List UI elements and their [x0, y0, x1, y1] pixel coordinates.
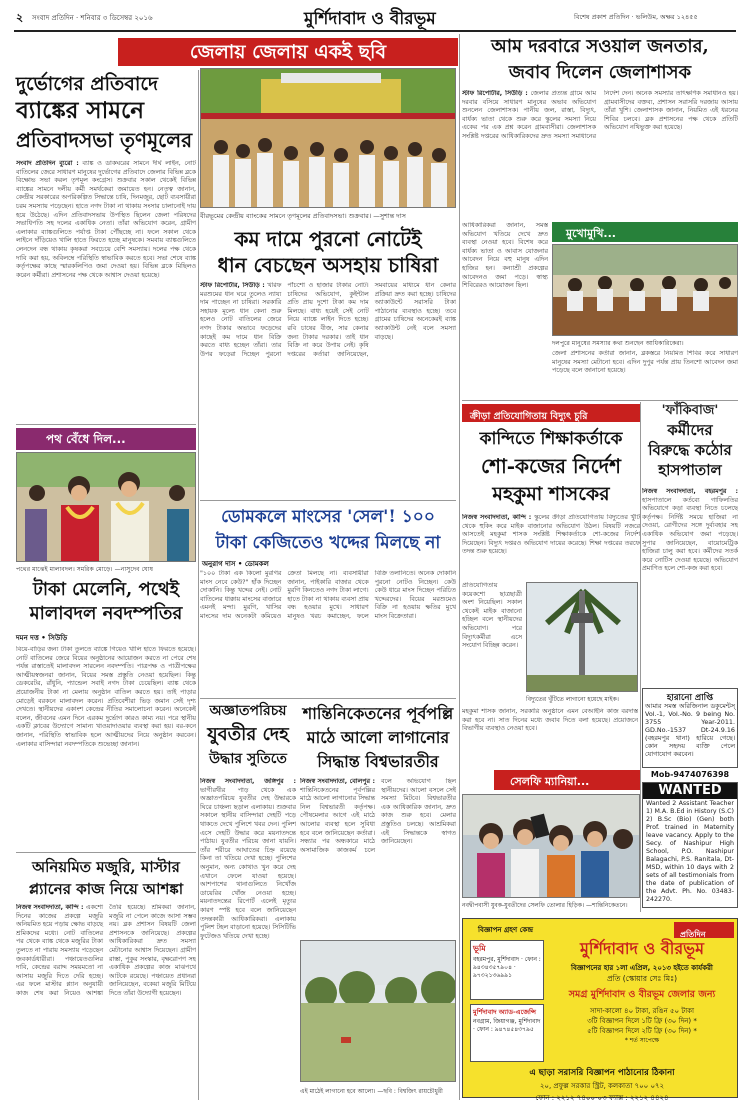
story3-byline: স্টাফ রিপোর্টার, সিউড়ি : — [200, 282, 265, 289]
story2-headline-line2: জবাব দিলেন জেলাশাসক — [508, 62, 692, 83]
ad-agent-2 — [470, 1004, 544, 1062]
story2-body: স্টাফ রিপোর্টার, সিউড়ি : জেলার প্রত্যন্ত গ্রামে আম দরবার বসিয়ে সাধারণ মানুষের অভাব অভিযোগ শুনলেন জেলাশাসক। পানীয় জল, রাস্তা, বিদ্যুৎ, বার্ধক্য ভাতা থেকে শুরু করে স্কুলের সমস্যা নিয়ে একের পর এক প্রশ্ন করেন গ্রামবাসীরা। জেলাশাসক সংশ্লিষ্ট দপ্তরের আধিকারিকদের দ্রুত সমস্যা সমাধানের নির্দেশ দেন। অনেক সমস্যার তাৎক্ষণিক সমাধানও হয়। গ্রামবাসীদের বক্তব্য, প্রশাসন সরাসরি দরজায় আসায় তাঁরা খুশি। জেলাশাসক জানান, নিয়মিত এই ধরনের শিবির চলবে। ব্লক প্রশাসনের পক্ষ থেকে প্রতিটি অভিযোগ নথিভুক্ত করা হয়েছে। — [462, 90, 738, 140]
field-photo — [300, 940, 456, 1082]
story6-headline — [200, 504, 456, 556]
story4-byline: নিজস্ব সংবাদদাতা, কান্দি : — [462, 514, 532, 521]
selfie-photo — [462, 794, 640, 898]
pole-photo-caption: বিদ্যুতের খুঁটিতে লাগানো হয়েছে মাইক। — [526, 696, 619, 703]
lost-found-text-box — [642, 702, 738, 768]
story2-headline-line1: আম দরবারে সওয়াল জনতার, — [491, 36, 709, 57]
field-photo-caption: এই মাঠেই লাগানো হবে আলো। —ছবি : বিশ্বজিৎ রায়চৌধুরী — [300, 1088, 443, 1095]
column-rule — [198, 70, 199, 1100]
ad-rate-2: ৩টি বিজ্ঞাপন দিলে ১টি ফ্রি (৩০ দিন) * — [587, 1017, 697, 1025]
wedding-body: বিয়ে-বাড়ির জন্য টাকা তুলতে ব্যাঙ্কে গিয়েও খালি হাতে ফিরতে হয়েছে। নোট বাতিলের জেরে বিয়ের অনুষ্ঠানের আয়োজন করতে না পেরে শেষ পর্যন্ত রাস্তাতেই মালাবদল সারলেন নবদম্পতি। পাত্রপক্ষ ও পাত্রীপক্ষের আত্মীয়স্বজনরা জানান, বিয়ের সমস্ত প্রস্তুতি নেওয়া হয়েছিল। কিন্তু ডেকরেটর, রাঁধুনি, প্যান্ডেল সবাই নগদ টাকা চেয়েছিল। ব্যাঙ্ক থেকে প্রয়োজনীয় টাকা না মেলায় অনুষ্ঠান বাতিল করতে হয়। তাই পাড়ার মোড়েই বরকনে মালাবদল করেন। প্রতিবেশীরা ভিড় জমান সেই দৃশ্য দেখতে। স্থানীয়দের একাংশ কেন্দ্রের নীতির সমালোচনা করেন। অনেকেই বলেন, জীবনের এমন দিনে এরকম দুর্ভোগ কারও কাম্য নয়। পরে স্থানীয় একটি ক্লাবের উদ্যোগে সামান্য খাওয়াদাওয়ার ব্যবস্থা করা হয়। বর-কনে জানান, পরিস্থিতি স্বাভাবিক হলে আত্মীয়দের নিয়ে অনুষ্ঠান করবেন। এলাকার বাসিন্দারা নবদম্পতিকে শুভেচ্ছা জানান। — [16, 646, 196, 748]
ad-footer-phone: ফোন : ২২১২ ৭৪০০-০৩ ফ্যাক্স : ২২১২ ৪৪২৪ — [535, 1094, 669, 1102]
pole-photo — [526, 582, 638, 692]
selfie-label: সেলফি ম্যানিয়া... — [510, 775, 590, 788]
story1-headline-line2: ব্যাঙ্কের সামনে — [16, 97, 145, 124]
story5-headline-line3: হাসপাতাল — [658, 461, 722, 479]
story2-headline — [462, 34, 738, 86]
section-title: মুর্শিদাবাদ ও বীরভূম — [304, 9, 436, 29]
rally-photo-image — [201, 69, 456, 208]
path-band-label: পথ বেঁধে দিল... — [46, 432, 126, 446]
section-banner — [118, 38, 458, 66]
section-rule — [200, 698, 456, 699]
wanted-title: WANTED — [643, 783, 737, 799]
ad-rate-label: প্রতি (স্কোয়ার সেঃ মিঃ) — [606, 974, 678, 983]
wanted-box — [642, 782, 738, 908]
lost-found-phone: Mob-9474076398 — [650, 770, 730, 779]
page-number: ২ — [16, 11, 24, 24]
wedding-headline-line2: মালাবদল নবদম্পতির — [29, 603, 183, 624]
story4-body-col3: মহকুমা শাসক জানান, সরকারি অনুষ্ঠানে এমন বেআইনি কাজ বরদাস্ত করা হবে না। সাত দিনের মধ্যে জবাব দিতে বলা হয়েছে। প্রয়োজনে বিভাগীয় ব্যবস্থাও নেওয়া হবে। — [462, 708, 638, 733]
page-header — [14, 6, 736, 32]
story3-headline-line1: কম দামে পুরনো নোটেই — [234, 227, 422, 251]
story2-body-cont2: জেলা প্রশাসনের কর্তারা জানান, ব্লকস্তরে নিয়মিত শিবির করে সাধারণ মানুষের সমস্যা মেটানো হবে। এদিন দুপুর পর্যন্ত প্রায় তিনশো আবেদন জমা পড়েছে বলে জানানো হয়েছে। — [552, 350, 738, 375]
ad-rates — [548, 1006, 736, 1046]
story8-headline-line2: যুবতীর দেহ — [207, 724, 289, 745]
story5-headline — [642, 402, 738, 480]
lost-found-text: আমার সমস্ত অরিজিনাল ডকুমেন্টস্ Vol.-1, Vol.-No. 9 being No. 3755 Year-2011. GD.No.-1537 Dt-24.9.16 (বহরমপুর থানা) হারিয়ে গেছে। কোন সহৃদয় ব্যক্তি পেলে যোগাযোগ করবেন। — [645, 702, 735, 758]
ad-footer — [470, 1066, 734, 1104]
story8-headline-line1: অজ্ঞাতপরিচয় — [209, 703, 287, 719]
story3-headline — [200, 226, 456, 278]
story2-body-cont: আধিকারিকরা জানান, সমস্ত অভিযোগ খতিয়ে দেখে দ্রুত ব্যবস্থা নেওয়া হবে। বিশেষ করে বার্ধক্য ভাতা ও আবাস যোজনার আবেদন নিয়ে বহু মানুষ এদিন হাজির হন। কন্যাশ্রী প্রকল্পের আবেদনও জমা পড়ে। স্বাস্থ্য শিবিরেরও আয়োজন ছিল। — [462, 222, 548, 290]
ad-subtitle: বিজ্ঞাপনের হার ১লা এপ্রিল, ২০১৩ হইতে কার্যকরী — [571, 964, 713, 972]
mukhomukhi-caption: দলপুরে মানুষের সমস্যার কথা শুনছেন আধিকারিকেরা। — [552, 340, 684, 347]
ad-agent-1 — [470, 940, 544, 1000]
ad-brand: প্রতিদিন — [680, 930, 706, 939]
selfie-band — [494, 770, 640, 790]
pole-photo-image — [527, 583, 638, 692]
section-rule — [200, 500, 456, 501]
wedding-photo — [16, 452, 196, 562]
story7-headline-line1: অনিয়মিত মজুরি, মাস্টার — [32, 858, 180, 876]
header-left-text: সংবাদ প্রতিদিন · শনিবার ৩ ডিসেম্বর ২০১৬ — [32, 14, 153, 22]
ad-area: সমগ্র মুর্শিদাবাদ ও বীরভূম জেলার জন্য — [568, 989, 716, 1000]
story8-byline: নিজস্ব সংবাদদাতা, জঙ্গিপুর : — [200, 778, 296, 785]
story9-body: নিজস্ব সংবাদদাতা, বোলপুর : শান্তিনিকেতনের পূর্বপল্লির মাঠে আলো লাগানোর সিদ্ধান্ত নিল বিশ্বভারতী কর্তৃপক্ষ। পৌষমেলার আগে এই মাঠে আলোর ব্যবস্থা হলে সুবিধা হবে বলে জানিয়েছেন কর্তারা। সন্ধ্যার পর অন্ধকারে মাঠে অসামাজিক কাজকর্ম চলে বলে অভিযোগ ছিল স্থানীয়দের। আলো বসলে সেই সমস্যা মিটবে। বিশ্বভারতীর এক আধিকারিক জানান, দ্রুত কাজ শুরু হবে। মেলার প্রস্তুতিও চলছে। আশ্রমিকরা এই সিদ্ধান্তকে স্বাগত জানিয়েছেন। — [300, 778, 456, 854]
story8-headline-line3: উদ্ধার সুতিতে — [209, 751, 287, 767]
rally-photo-caption: বীরভূমের কেন্দ্রীয় ব্যাংকের সামনে তৃণমূলের প্রতিবাদসভা। শুক্রবার। —সুশান্ত দাস — [200, 212, 406, 220]
ad-title: মুর্শিদাবাদ ও বীরভূম — [580, 939, 704, 958]
story5-headline-line2: বিরুদ্ধে কঠোর — [648, 441, 732, 459]
section-banner-text: জেলায় জেলায় একই ছবি — [189, 41, 387, 63]
story6-body: "১০০ টাকা এক কিলো মুরগির মাংস নেবে কেউ?" হাঁক দিচ্ছেন দোকানি। কিন্তু খদ্দের নেই। নোট বাতিলের ধাক্কায় মাংসের বাজারে এমনই মন্দা। মুরগি, খাসির মাংসের দাম অনেকটা কমিয়েও ক্রেতা মিলছে না। ব্যবসায়ীরা জানান, পাইকারি বাজার থেকে মুরগি কিনতেও নগদ টাকা লাগে। হাতে টাকা না থাকায় ব্যবসা প্রায় বন্ধ হওয়ার মুখে। সাধারণ মানুষও খরচ কমাচ্ছেন, ফলে বিক্রি তলানিতে। অনেক দোকানি পুরনো নোটও নিচ্ছেন। কেউ কেউ ধারে মাংস দিচ্ছেন পরিচিত খদ্দেরদের। বিয়ের মরশুমেও বিক্রি না হওয়ায় ক্ষতির মুখে মাংস বিক্রেতারা। — [200, 570, 456, 620]
wedding-photo-caption: পথের মাঝেই মালাবদল। সমরিক মোড়ে। —নাসুদেব ঘোষ — [16, 566, 154, 573]
story4-headline — [462, 426, 640, 508]
mukhomukhi-label: মুখোমুখি... — [566, 227, 616, 240]
story3-body: স্টাফ রিপোর্টার, সিউড়ি : খরিফ মরশুমের ধান ঘরে তুলেও ন্যায্য দাম পাচ্ছেন না চাষিরা। সরকারি সহায়ক মূল্যে ধান কেনা শুরু হলেও নোট বাতিলের জেরে নগদ টাকার অভাবে ফড়েদের কাছেই কম দামে ধান বিক্রি করতে বাধ্য হচ্ছেন তাঁরা। তার উপর ফড়েরা দিচ্ছেন পুরনো পাঁচশো ও হাজার টাকার নোট। চাষিদের অভিযোগ, কুইন্টাল প্রতি প্রায় দুশো টাকা কম দাম মিলছে। বাধ্য হয়েই সেই নোট নিয়ে ব্যাঙ্কে লাইন দিতে হচ্ছে। রবি চাষের বীজ, সার কেনার জন্য টাকার দরকার। তাই ধান বিক্রি না করে উপায় নেই। কৃষি দপ্তরের কর্তারা জানিয়েছেন, সমবায়ের মাধ্যমে ধান কেনার প্রক্রিয়া দ্রুত করা হচ্ছে। চাষিদের অ্যাকাউন্টে সরাসরি টাকা পাঠানোর ব্যবস্থাও হচ্ছে। তবে গ্রামের চাষিদের অনেকেরই ব্যাঙ্ক অ্যাকাউন্ট নেই বলে সমস্যা বাড়ছে। — [200, 282, 456, 358]
story1-headline — [16, 72, 196, 154]
field-photo-image — [301, 941, 456, 1082]
story1-byline: সংবাদ প্রতিদিন ব্যুরো : — [16, 160, 79, 167]
story4-headline-line1: কান্দিতে শিক্ষাকর্তাকে — [479, 429, 623, 449]
story9-headline-line1: শান্তিনিকেতনের পূর্বপল্লি — [302, 704, 454, 723]
story7-headline — [16, 856, 196, 900]
ad-brand-badge — [674, 922, 734, 938]
wedding-headline-line1: টাকা মেলেনি, পথেই — [33, 579, 179, 600]
story9-headline — [300, 702, 456, 774]
rally-photo — [200, 68, 456, 208]
story5-kicker: 'ফাঁকিবাজ' — [661, 403, 719, 418]
story1-body: সংবাদ প্রতিদিন ব্যুরো : ব্যাঙ্ক ও ডাকঘরের সামনে দীর্ঘ লাইন, নোট বাতিলের জেরে সাধারণ মানুষের দুর্ভোগের প্রতিবাদে জেলার বিভিন্ন ব্লকে বিক্ষোভ সভা করল তৃণমূল কংগ্রেস। শুক্রবার সকাল থেকেই বিভিন্ন ব্যাঙ্কের সামনে দলীয় কর্মী সমর্থকেরা জমায়েত হন। নেতৃত্ব জানান, কেন্দ্রীয় সরকারের অপরিকল্পিত সিদ্ধান্তে চাষি, দিনমজুর, ছোট ব্যবসায়ীরা চরম সমস্যায় পড়েছেন। হাতে নগদ টাকা না থাকায় সংসার চালানোই দায় হয়ে উঠেছে। এদিন প্রতিবাদসভায় উপস্থিত ছিলেন জেলা পরিষদের সভাধিপতি সহ দলের একাধিক নেতা। তাঁরা অভিযোগ করেন, গ্রামীণ এলাকার ব্যাঙ্কগুলিতে পর্যাপ্ত টাকা পৌঁছচ্ছে না। ফলে সকাল থেকে লাইনে দাঁড়িয়েও খালি হাতে ফিরতে হচ্ছে মানুষকে। সমবায় ব্যাঙ্কগুলিতে লেনদেন বন্ধ থাকায় কৃষকরা সবচেয়ে বেশি সমস্যায়। দলের পক্ষ থেকে দাবি করা হয়, অবিলম্বে পরিস্থিতি স্বাভাবিক করতে হবে। সভা শেষে ব্যাঙ্ক কর্তৃপক্ষের কাছে স্মারকলিপিও জমা দেওয়া হয়। বিভিন্ন ব্লকে মিছিলও করেন কর্মীরা। প্রশাসনের পক্ষ থেকে আশ্বাস দেওয়া হয়েছে। — [16, 160, 196, 279]
story8-body: নিজস্ব সংবাদদাতা, জঙ্গিপুর : ভাগীরথীর পাড় থেকে এক অজ্ঞাতপরিচয় যুবতীর দেহ উদ্ধারকে ঘিরে চাঞ্চল্য ছড়াল এলাকায়। শুক্রবার সকালে স্থানীয় বাসিন্দারা দেহটি পড়ে থাকতে দেখে পুলিশে খবর দেন। পুলিশ এসে দেহটি উদ্ধার করে ময়নাতদন্তে পাঠায়। যুবতীর পরিচয় জানা যায়নি। তাঁর শরীরে আঘাতের চিহ্ন রয়েছে কিনা তা খতিয়ে দেখা হচ্ছে। পুলিশের অনুমান, অন্য কোথাও খুন করে দেহ এখানে ফেলে যাওয়া হয়েছে। আশপাশের থানাগুলিতে নিখোঁজ ডায়েরির খোঁজ নেওয়া হচ্ছে। ময়নাতদন্তের রিপোর্ট এলেই মৃত্যুর কারণ স্পষ্ট হবে বলে জানিয়েছেন তদন্তকারী আধিকারিকরা। এলাকায় পুলিশ টহল বাড়ানো হয়েছে। সিসিটিভি ফুটেজও খতিয়ে দেখা হচ্ছে। — [200, 778, 296, 940]
story4-headline-line3: মহকুমা শাসকের — [492, 483, 610, 505]
story4-kicker-band — [462, 404, 640, 422]
ad-agent-2-text: নবগ্রাম, জিয়াগঞ্জ, মুর্শিদাবাদ · ফোন : ৯৪৭৪৫৪৩৭৯৫ — [473, 1018, 541, 1033]
ad-rate-3: ৫টি বিজ্ঞাপন দিলে ২টি ফ্রি (৩০ দিন) * — [587, 1027, 697, 1035]
mukhomukhi-photo — [552, 244, 738, 336]
story6-headline-line2: টাকা কেজিতেও খদ্দের মিলছে না — [215, 533, 441, 553]
story5-byline: নিজস্ব সংবাদদাতা, বহরমপুর : — [642, 488, 738, 495]
story5-headline-line1: কর্মীদের — [667, 421, 713, 439]
story1-headline-line1: দুর্ভোগের প্রতিবাদে — [16, 73, 159, 95]
selfie-caption: নবদ্বীপবাসী যুবক-যুবতীদের সেলফি তোলার হিড়িক। —শান্তিনিকেতনে। — [462, 902, 628, 909]
ad-agent-1-text: বহরমপুর, মুর্শিদাবাদ · ফোন : ৯৪৩৪৩৫৭৯০৪ · ৯৭৩২১৩৬৯৯১ — [473, 956, 541, 979]
ad-footer-title: এ ছাড়া সরাসরি বিজ্ঞাপন পাঠানোর ঠিকানা — [529, 1068, 675, 1078]
mukhomukhi-photo-image — [553, 245, 738, 336]
wanted-text: Wanted 2 Assistant Teacher 1) M.A. B.Ed in History (S.C) 2) B.Sc (Bio) (Gen) both Prof. trained in Maternity leave vacancy. Apply to the Secy. of Nashipur High School, P.O. Nashipur Balagachi, P.S. Ranitala, Dt-MSD, within 10 days with 2 sets of all testimonials from the date of publication of the Advt. Ph. No. 03483-242270. — [646, 800, 734, 903]
column-rule — [640, 402, 641, 912]
story8-headline — [200, 700, 296, 770]
mukhomukhi-band — [552, 222, 738, 242]
header-right-text: বিশেষ প্রকাশ প্রতিদিন · ভলিউম, অক্ষর ১২৪৫৫ — [574, 13, 698, 21]
selfie-photo-image — [463, 795, 640, 898]
story4-kicker: ক্রীড়া প্রতিযোগিতায় বিদ্যুৎ চুরি — [470, 411, 588, 422]
lost-found-title: হারানো প্রাপ্তি — [666, 693, 714, 703]
ad-rate-1: সাদা-কালো ৪০ টাকা, রঙিন ৫০ টাকা — [589, 1007, 695, 1015]
ad-agent-2-title: মুর্শিদাবাদ অ্যাড-এজেন্সি — [473, 1008, 537, 1016]
story4-headline-line2: শো-কজের নির্দেশ — [481, 454, 621, 478]
section-rule — [462, 400, 738, 401]
wedding-headline — [16, 578, 196, 626]
section-rule — [16, 424, 196, 425]
story4-body-col2: প্রতিযোগিতায় কয়েকশো ছাত্রছাত্রী অংশ নিয়েছিল। সকাল থেকেই মাইক বাজানো হচ্ছিল বলে স্থানীয়দের অভিযোগ। পরে বিদ্যুৎকর্মীরা এসে সংযোগ বিচ্ছিন্ন করেন। — [462, 582, 522, 650]
story6-headline-line1: ডোমকলে মাংসের 'সেল'! ১০০ — [221, 507, 435, 527]
story7-body: নিজস্ব সংবাদদাতা, কান্দি : একশো দিনের কাজের প্রকল্পে মজুরি অনিয়মিত হয়ে পড়ায় ক্ষোভ বাড়ছে শ্রমিকদের মধ্যে। নোট বাতিলের পর থেকে ব্যাঙ্ক থেকে মজুরির টাকা তুলতে না পারায় সমস্যায় পড়েছেন জবকার্ডধারীরা। পঞ্চায়েতগুলির দাবি, কেন্দ্রের বরাদ্দ সময়মতো না আসায় মজুরি দিতে দেরি হচ্ছে। এর ফলে মাস্টার প্ল্যান অনুযায়ী কাজ শেষ করা নিয়েও আশঙ্কা তৈরি হয়েছে। শ্রমিকরা জানান, মজুরি না পেলে কাজে আসা সম্ভব নয়। ব্লক প্রশাসন বিষয়টি জেলা প্রশাসনকে জানিয়েছে। প্রকল্পের আধিকারিকরা দ্রুত সমস্যা মেটানোর আশ্বাস দিয়েছেন। গ্রামীণ রাস্তা, পুকুর সংস্কার, বৃক্ষরোপণ সহ একাধিক প্রকল্পের কাজ মাঝপথে আটকে রয়েছে। পঞ্চায়েত প্রধানরা জানিয়েছেন, বকেয়া মজুরি মিটিয়ে দিতে তাঁরা উদ্যোগী হয়েছেন। — [16, 904, 196, 997]
story9-byline: নিজস্ব সংবাদদাতা, বোলপুর : — [300, 778, 375, 785]
story7-headline-line2: প্ল্যানের কাজ নিয়ে আশঙ্কা — [28, 880, 184, 898]
story5-body: নিজস্ব সংবাদদাতা, বহরমপুর : হাসপাতালে কর্তব্যে গাফিলতির অভিযোগে কড়া ব্যবস্থা নিতে চলেছে কর্তৃপক্ষ। নির্দিষ্ট সময়ে হাজিরা না দেওয়া, রোগীদের সঙ্গে দুর্ব্যবহার সহ একাধিক অভিযোগ জমা পড়েছে। সুপার জানিয়েছেন, বায়োমেট্রিক হাজিরা চালু করা হবে। কর্মীদের সতর্ক করে নোটিস দেওয়া হয়েছে। অভিযোগ প্রমাণিত হলে শো-কজ করা হবে। — [642, 488, 738, 573]
ad-tag: বিজ্ঞাপন গ্রহণ কেন্দ্র — [478, 926, 533, 934]
story3-headline-line2: ধান বেচছেন অসহায় চাষিরা — [217, 253, 439, 277]
story4-body: নিজস্ব সংবাদদাতা, কান্দি : স্কুলের ক্রীড়া প্রতিযোগিতায় বিদ্যুতের খুঁটি থেকে হুকিং করে মাইক বাজানোর অভিযোগ উঠল। বিষয়টি নজরে আসতেই মহকুমা শাসক সংশ্লিষ্ট শিক্ষাকর্তাকে শো-কজের নির্দেশ দিয়েছেন। বিদ্যুৎ দপ্তরও অভিযোগ দায়ের করেছে। শিক্ষা দপ্তরের তরফে তদন্ত শুরু হয়েছে। — [462, 514, 640, 556]
story9-headline-line3: সিদ্ধান্ত বিশ্বভারতীর — [317, 752, 439, 771]
story9-headline-line2: মাঠে আলো লাগানোর — [306, 728, 450, 747]
column-rule — [459, 34, 460, 1100]
ad-footer-address: ২০, প্রফুল্ল সরকার স্ট্রিট, কলকাতা ৭০০ ০৭২ — [539, 1082, 665, 1090]
section-rule — [16, 852, 196, 853]
wedding-byline: দমন দত্ত • সিউড়ি — [16, 634, 68, 642]
story7-byline: নিজস্ব সংবাদদাতা, কান্দি : — [16, 904, 84, 911]
ad-note: * শর্ত সাপেক্ষে — [624, 1037, 660, 1044]
story1-headline-line3: প্রতিবাদসভা তৃণমূলের — [16, 128, 193, 152]
ad-agent-1-title: ভূমি — [473, 944, 486, 953]
wedding-photo-image — [17, 453, 196, 562]
story6-byline: অনুরাগ দাস • ডোমকল — [202, 560, 269, 568]
story2-byline: স্টাফ রিপোর্টার, সিউড়ি : — [462, 90, 528, 97]
path-band — [16, 428, 196, 450]
